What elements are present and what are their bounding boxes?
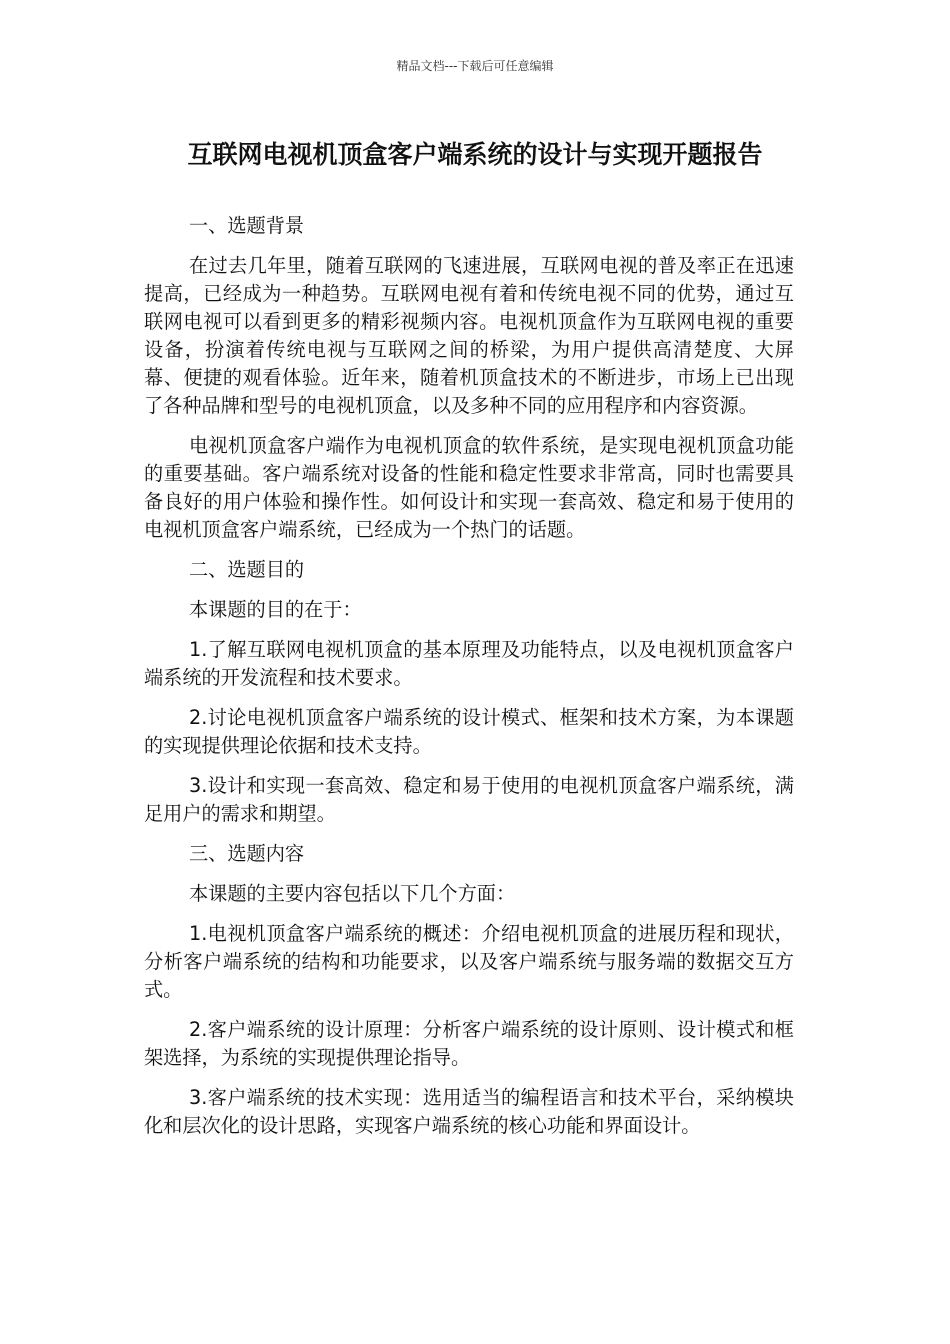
section-heading-background: 一、选题背景 xyxy=(189,214,305,237)
section-heading-purpose: 二、选题目的 xyxy=(189,558,305,581)
section-heading-content: 三、选题内容 xyxy=(189,842,305,865)
purpose-item-1: 1.了解互联网电视机顶盒的基本原理及功能特点，以及电视机顶盒客户端系统的开发流程和技术要求。 xyxy=(144,638,794,689)
purpose-intro: 本课题的目的在于： xyxy=(189,598,362,621)
document-title: 互联网电视机顶盒客户端系统的设计与实现开题报告 xyxy=(187,140,763,169)
content-intro: 本课题的主要内容包括以下几个方面： xyxy=(189,882,516,905)
purpose-item-3: 3.设计和实现一套高效、稳定和易于使用的电视机顶盒客户端系统，满足用户的需求和期望。 xyxy=(144,774,794,825)
content-item-2: 2.客户端系统的设计原理：分析客户端系统的设计原则、设计模式和框架选择，为系统的实现提供理论指导。 xyxy=(144,1018,794,1069)
background-paragraph-1: 在过去几年里，随着互联网的飞速进展，互联网电视的普及率正在迅速提高，已经成为一种趋势。互联网电视有着和传统电视不同的优势，通过互联网电视可以看到更多的精彩视频内容。电视机顶盒作为互联网电视的重要设备，扮演着传统电视与互联网之间的桥梁，为用户提供高清楚度、大屏幕、便捷的观看体验。近年来，随着机顶盒技术的不断进步，市场上已出现了各种品牌和型号的电视机顶盒，以及多种不同的应用程序和内容资源。 xyxy=(144,254,794,417)
header-note: 精品文档---下载后可任意编辑 xyxy=(396,59,554,73)
purpose-item-2: 2.讨论电视机顶盒客户端系统的设计模式、框架和技术方案，为本课题的实现提供理论依据和技术支持。 xyxy=(144,706,794,757)
document-body xyxy=(144,212,794,1152)
content-item-1: 1.电视机顶盒客户端系统的概述：介绍电视机顶盒的进展历程和现状，分析客户端系统的结构和功能要求，以及客户端系统与服务端的数据交互方式。 xyxy=(144,922,794,1001)
background-paragraph-2: 电视机顶盒客户端作为电视机顶盒的软件系统，是实现电视机顶盒功能的重要基础。客户端系统对设备的性能和稳定性要求非常高，同时也需要具备良好的用户体验和操作性。如何设计和实现一套高效、稳定和易于使用的电视机顶盒客户端系统，已经成为一个热门的话题。 xyxy=(144,434,794,541)
content-item-3: 3.客户端系统的技术实现：选用适当的编程语言和技术平台，采纳模块化和层次化的设计思路，实现客户端系统的核心功能和界面设计。 xyxy=(144,1086,794,1137)
